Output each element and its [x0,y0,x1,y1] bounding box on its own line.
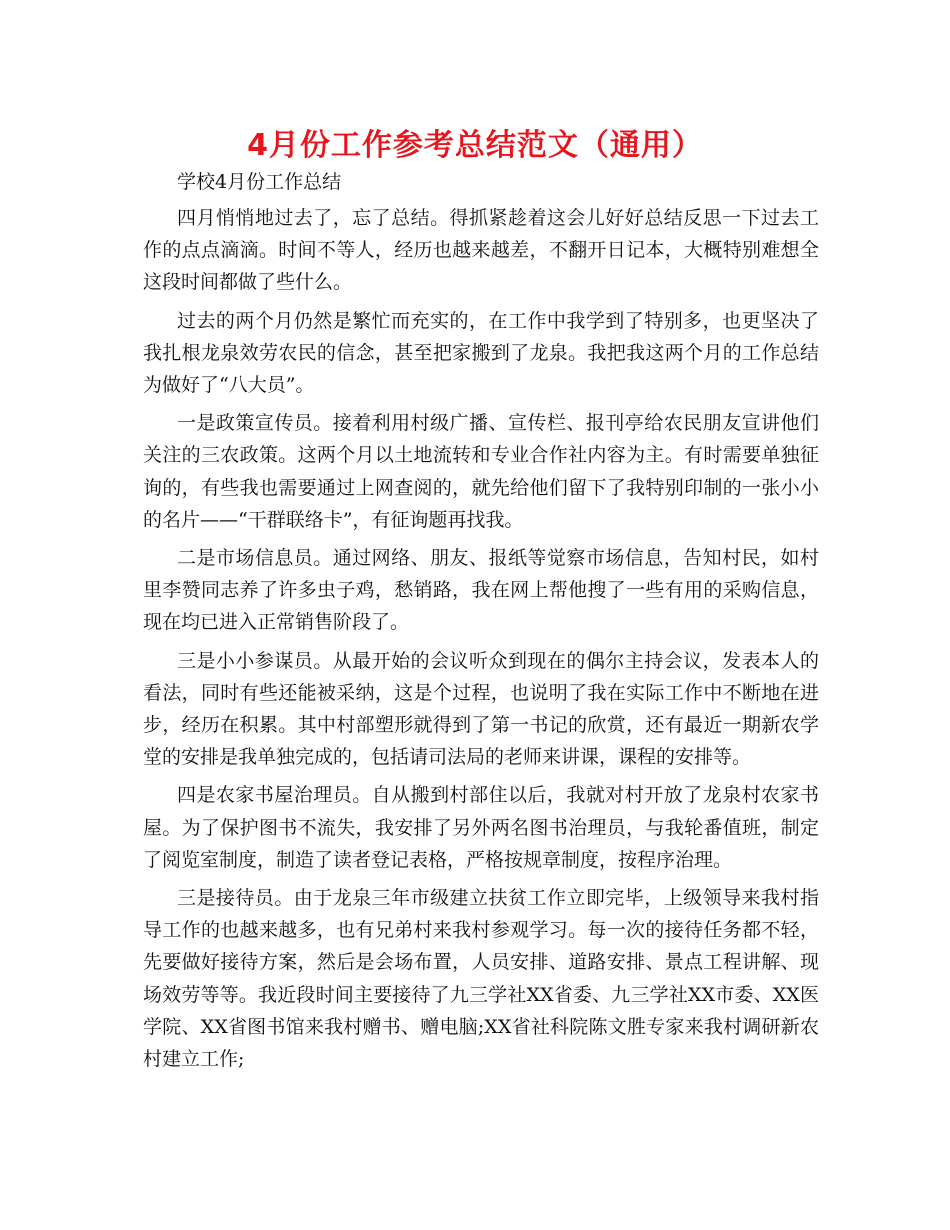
paragraph-5: 三是小小参谋员。从最开始的会议听众到现在的偶尔主持会议，发表本人的看法，同时有些还能被采纳，这是个过程，也说明了我在实际工作中不断地在进步，经历在积累。其中村部塑形就得到了第一书记的欣赏，还有最近一期新农学堂的安排是我单独完成的，包括请司法局的老师来讲课，课程的安排等。 [143,649,819,769]
paragraph-7: 三是接待员。由于龙泉三年市级建立扶贫工作立即完毕，上级领导来我村指导工作的也越来越多，也有兄弟村来我村参观学习。每一次的接待任务都不轻，先要做好接待方案，然后是会场布置，人员安排、道路安排、景点工程讲解、现场效劳等等。我近段时间主要接待了九三学社XX省委、九三学社XX市委、XX医学院、XX省图书馆来我村赠书、赠电脑;XX省社科院陈文胜专家来我村调研新农村建立工作; [143,887,819,1071]
document-body [143,166,819,1075]
document-subtitle: 学校4月份工作总结 [177,171,342,193]
paragraph-3: 一是政策宣传员。接着利用村级广播、宣传栏、报刊亭给农民朋友宣讲他们关注的三农政策。这两个月以土地流转和专业合作社内容为主。有时需要单独征询的，有些我也需要通过上网查阅的，就先给他们留下了我特别印制的一张小小的名片——“干群联络卡”，有征询题再找我。 [143,412,819,531]
paragraph-6: 四是农家书屋治理员。自从搬到村部住以后，我就对村开放了龙泉村农家书屋。为了保护图书不流失，我安排了另外两名图书治理员，与我轮番值班，制定了阅览室制度，制造了读者登记表格，严格按规章制度，按程序治理。 [143,784,819,871]
paragraph-2: 过去的两个月仍然是繁忙而充实的，在工作中我学到了特别多，也更坚决了我扎根龙泉效劳农民的信念，甚至把家搬到了龙泉。我把我这两个月的工作总结为做好了“八大员”。 [143,309,819,397]
document-title: 4月份工作参考总结范文（通用） [247,128,703,163]
paragraph-4: 二是市场信息员。通过网络、朋友、报纸等觉察市场信息，告知村民，如村里李赞同志养了许多虫子鸡，愁销路，我在网上帮他搜了一些有用的采购信息，现在均已进入正常销售阶段了。 [143,547,819,634]
paragraph-1: 四月悄悄地过去了，忘了总结。得抓紧趁着这会儿好好总结反思一下过去工作的点点滴滴。时间不等人，经历也越来越差，不翻开日记本，大概特别难想全这段时间都做了些什么。 [143,207,819,294]
